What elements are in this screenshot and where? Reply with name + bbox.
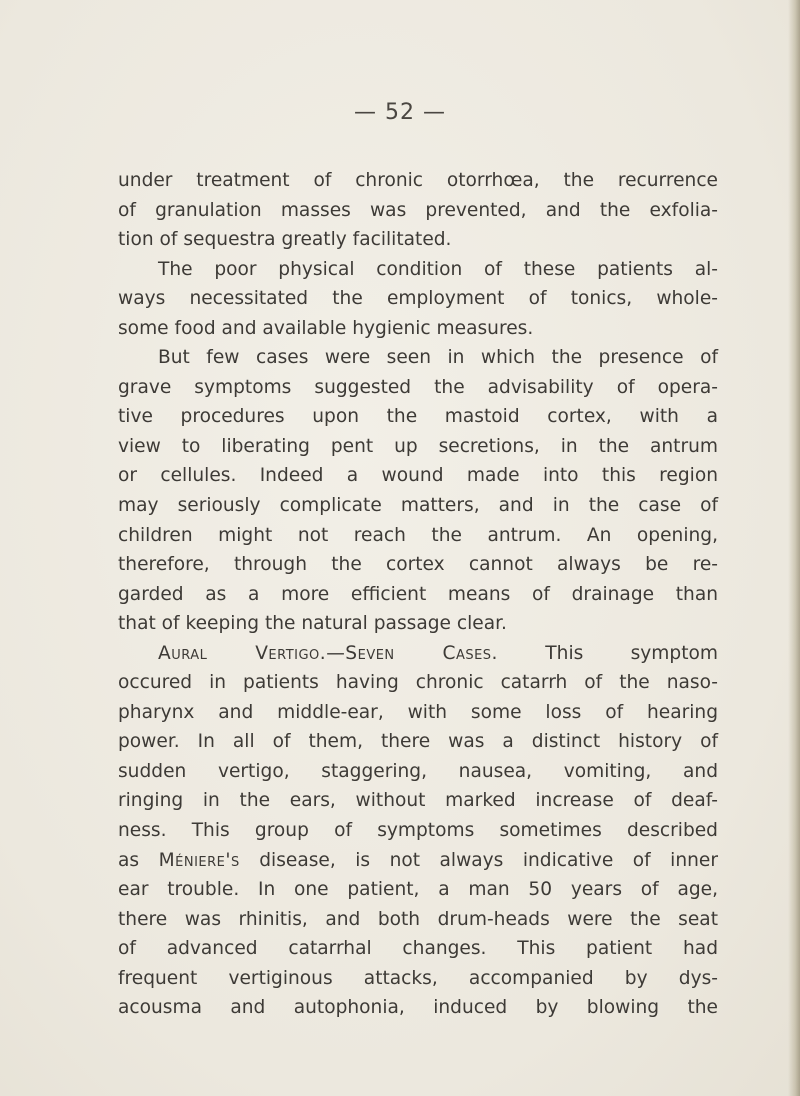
text-line: ways necessitated the employment of tonics, whole- — [118, 288, 718, 310]
text-line: sudden vertigo, staggering, nausea, vomiting, and — [118, 760, 718, 782]
text-line: tive procedures upon the mastoid cortex, with a — [118, 406, 718, 428]
meniere-prefix: as — [118, 849, 140, 871]
text-line: children might not reach the antrum. An opening, — [118, 524, 718, 546]
meniere-line — [118, 846, 718, 876]
text-line: frequent vertiginous attacks, accompanied by dys- — [118, 967, 718, 989]
text-line: garded as a more efficient means of drainage than — [118, 583, 718, 605]
text-line: of advanced catarrhal changes. This patient had — [118, 938, 718, 960]
section-heading: Aural Vertigo.—Seven Cases. — [158, 642, 498, 664]
text-line-fragment: disease, is not always indicative of inner — [259, 849, 719, 871]
page-edge-shadow — [788, 0, 800, 1096]
text-line: acousma and autophonia, induced by blowing the — [118, 997, 718, 1019]
body-text — [118, 166, 718, 1023]
page-number: — 52 — — [354, 100, 446, 125]
text-line: ear trouble. In one patient, a man 50 years of age, — [118, 879, 718, 901]
meniere-name: Méniere's — [158, 849, 240, 871]
text-line: may seriously complicate matters, and in the case of — [118, 495, 718, 517]
text-line: grave symptoms suggested the advisability of opera- — [118, 376, 718, 398]
text-line: of granulation masses was prevented, and the exfolia- — [118, 199, 718, 221]
text-line: there was rhinitis, and both drum-heads were the seat — [118, 908, 718, 930]
text-line: therefore, through the cortex cannot always be re- — [118, 554, 718, 576]
text-line: or cellules. Indeed a wound made into this region — [118, 465, 718, 487]
text-line: tion of sequestra greatly facilitated. — [118, 229, 452, 251]
text-line: The poor physical condition of these patients al- — [158, 258, 718, 280]
text-line: ness. This group of symptoms sometimes described — [118, 820, 718, 842]
text-line-fragment: This symptom — [545, 642, 718, 664]
text-line: power. In all of them, there was a distinct history of — [118, 731, 718, 753]
text-line: view to liberating pent up secretions, in the antrum — [118, 435, 718, 457]
section-heading-line — [118, 639, 718, 669]
text-line: that of keeping the natural passage clear. — [118, 613, 507, 635]
text-line: But few cases were seen in which the presence of — [158, 347, 718, 369]
text-line: under treatment of chronic otorrhœa, the recurrence — [118, 170, 718, 191]
text-line: pharynx and middle-ear, with some loss of hearing — [118, 701, 718, 723]
text-line: occured in patients having chronic catarrh of the naso- — [118, 672, 718, 694]
text-line: ringing in the ears, without marked increase of deaf- — [118, 790, 718, 812]
text-line: some food and available hygienic measures. — [118, 317, 534, 339]
